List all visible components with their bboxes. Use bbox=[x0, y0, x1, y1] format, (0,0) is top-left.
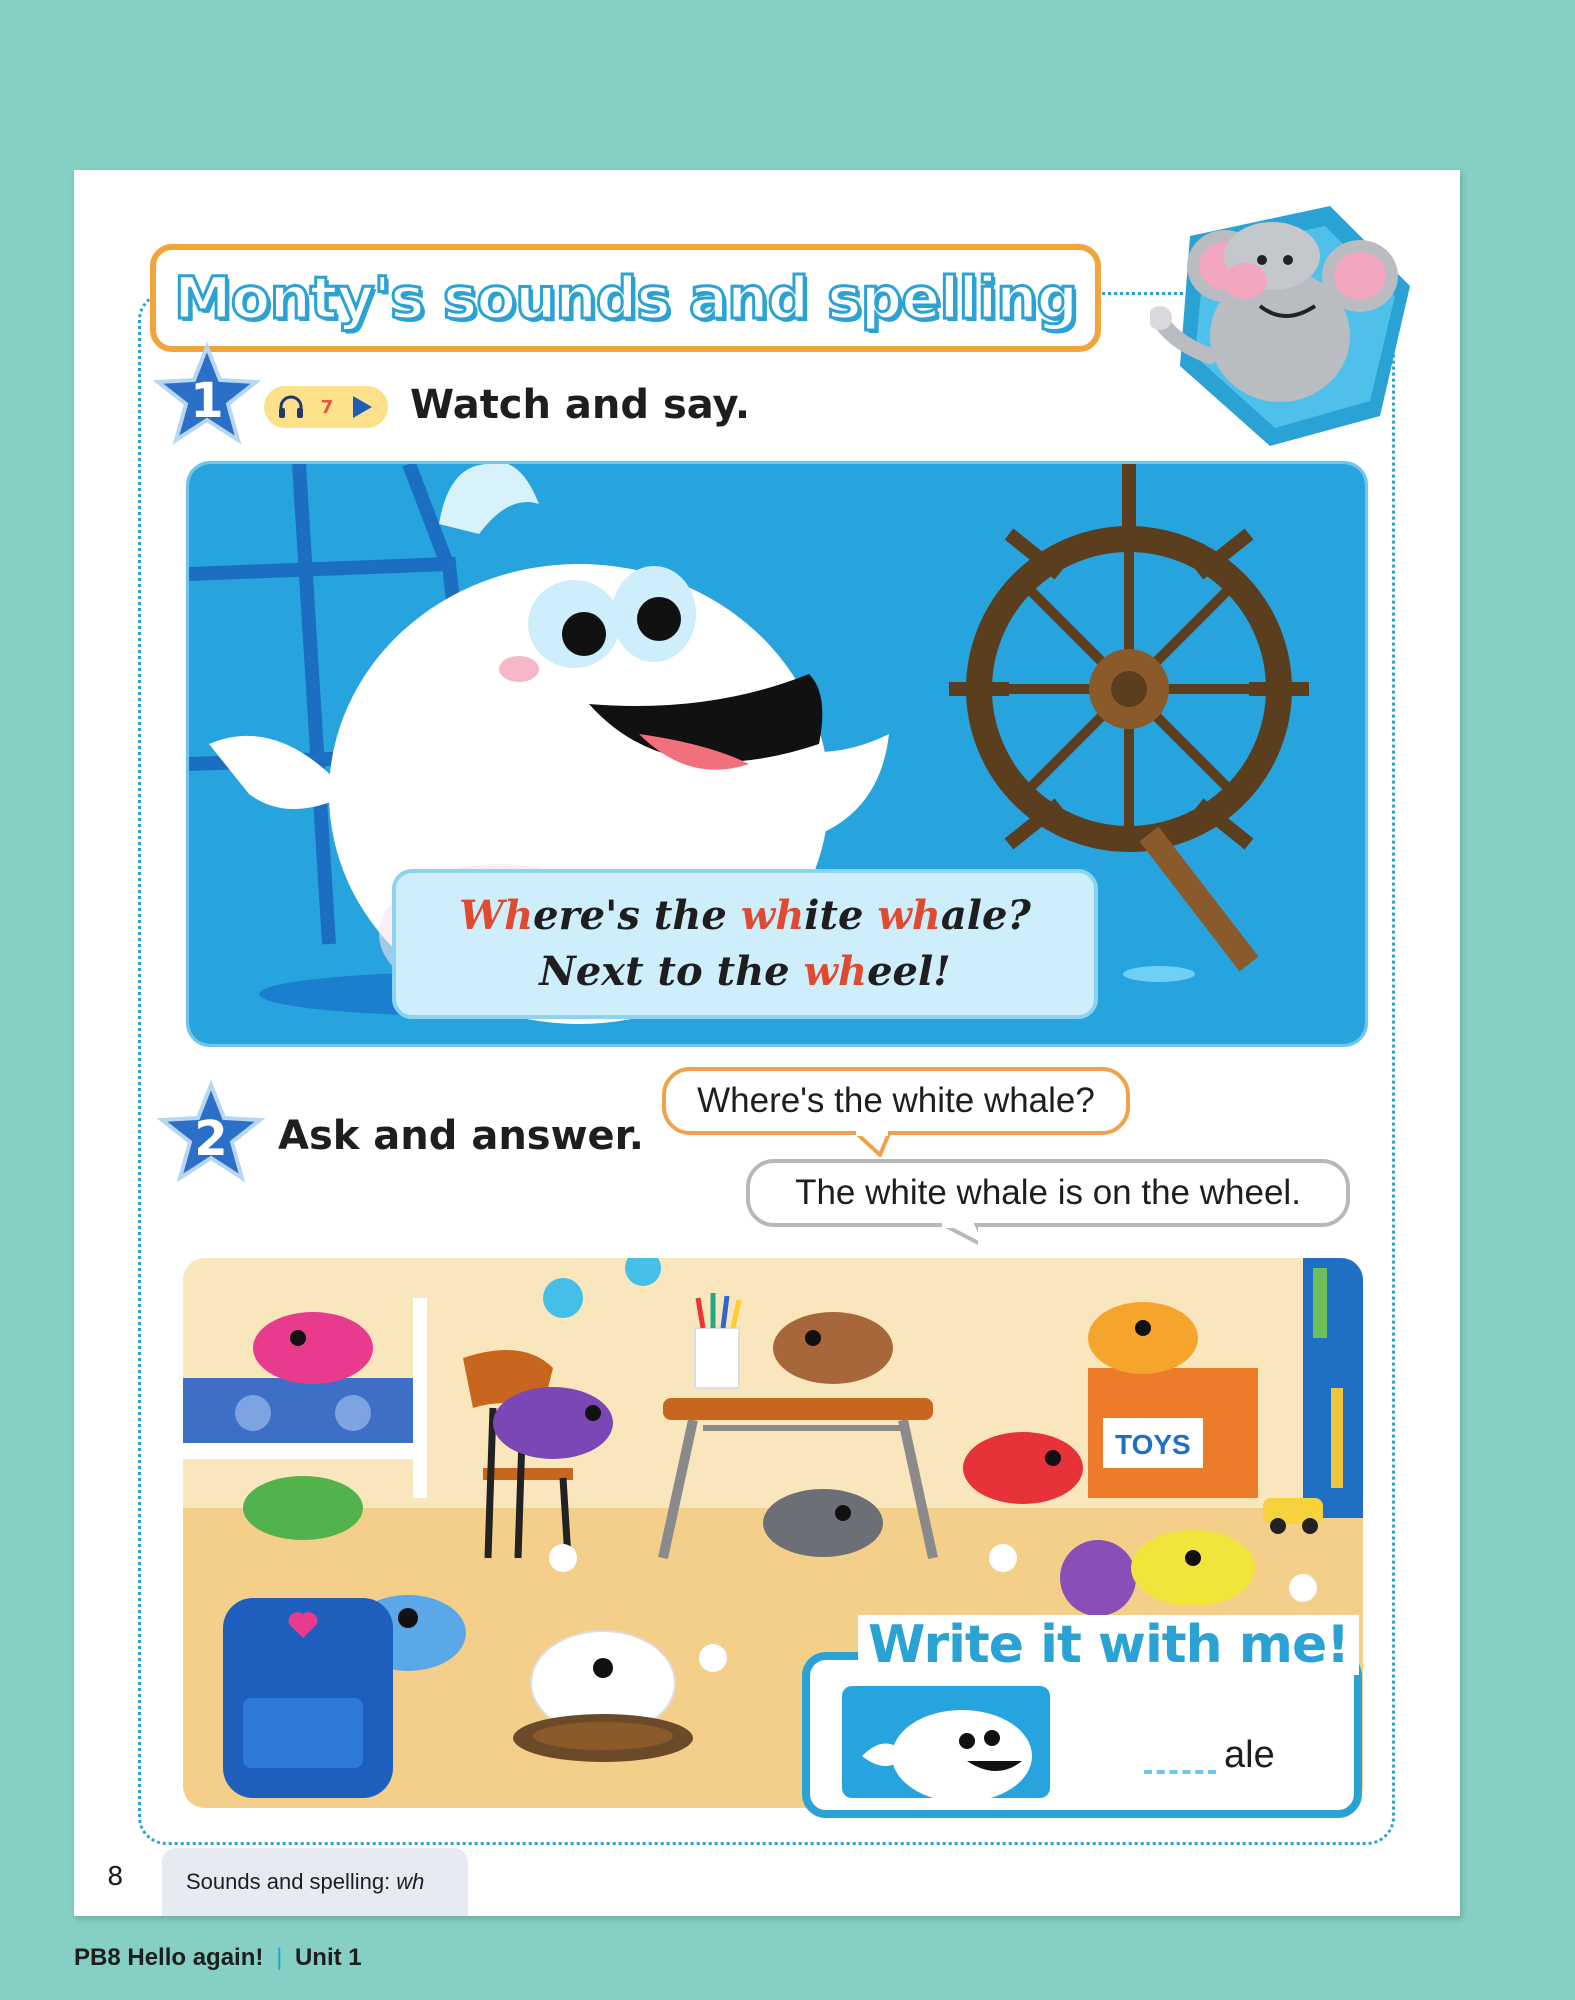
exercise-2-instruction: Ask and answer. bbox=[278, 1113, 644, 1159]
write-it-title: Write it with me! bbox=[858, 1615, 1359, 1675]
headphones-icon bbox=[278, 395, 304, 419]
backpack-icon bbox=[223, 1598, 393, 1798]
white-whale-thumbnail-icon bbox=[842, 1686, 1050, 1798]
audio-track-number: 7 bbox=[320, 396, 334, 418]
exercise-1-number: 1 bbox=[190, 373, 224, 429]
monty-mouse-icon bbox=[1150, 196, 1420, 466]
toy-box-label: TOYS bbox=[1115, 1429, 1191, 1460]
page-number: 8 bbox=[107, 1862, 124, 1892]
play-icon bbox=[350, 394, 374, 420]
bookshelf-icon bbox=[1303, 1258, 1363, 1518]
word-ending: ale bbox=[1224, 1734, 1275, 1776]
question-bubble-tail bbox=[852, 1131, 892, 1157]
answer-speech-bubble: The white whale is on the wheel. bbox=[746, 1159, 1350, 1227]
book-title: Hello again! bbox=[127, 1944, 264, 1971]
book-code: PB8 bbox=[74, 1944, 121, 1971]
footer-topic-label: Sounds and spelling: bbox=[186, 1869, 391, 1894]
exercise-1-instruction: Watch and say. bbox=[410, 382, 751, 428]
page-title: Monty's sounds and spelling bbox=[174, 264, 1078, 332]
audio-track-button[interactable] bbox=[264, 386, 388, 428]
separator: | bbox=[276, 1944, 283, 1971]
footer-topic-tab bbox=[162, 1848, 468, 1916]
answer-bubble-tail bbox=[938, 1223, 978, 1249]
wheel-icon bbox=[513, 1714, 693, 1762]
caption-line-1: Where's the white whale? bbox=[459, 892, 1031, 939]
unit-label: Unit 1 bbox=[294, 1944, 362, 1971]
chant-caption bbox=[392, 869, 1098, 1019]
exercise-2-number: 2 bbox=[194, 1111, 228, 1167]
footer-topic-sound: wh bbox=[396, 1869, 425, 1894]
question-speech-bubble: Where's the white whale? bbox=[662, 1067, 1130, 1135]
title-banner bbox=[150, 244, 1101, 352]
ball-icon bbox=[1060, 1540, 1136, 1616]
blank-letters-input[interactable] bbox=[1144, 1736, 1216, 1774]
caption-line-2: Next to the wheel! bbox=[539, 948, 951, 995]
book-reference bbox=[74, 1944, 362, 1972]
toy-box-icon bbox=[1088, 1368, 1258, 1498]
